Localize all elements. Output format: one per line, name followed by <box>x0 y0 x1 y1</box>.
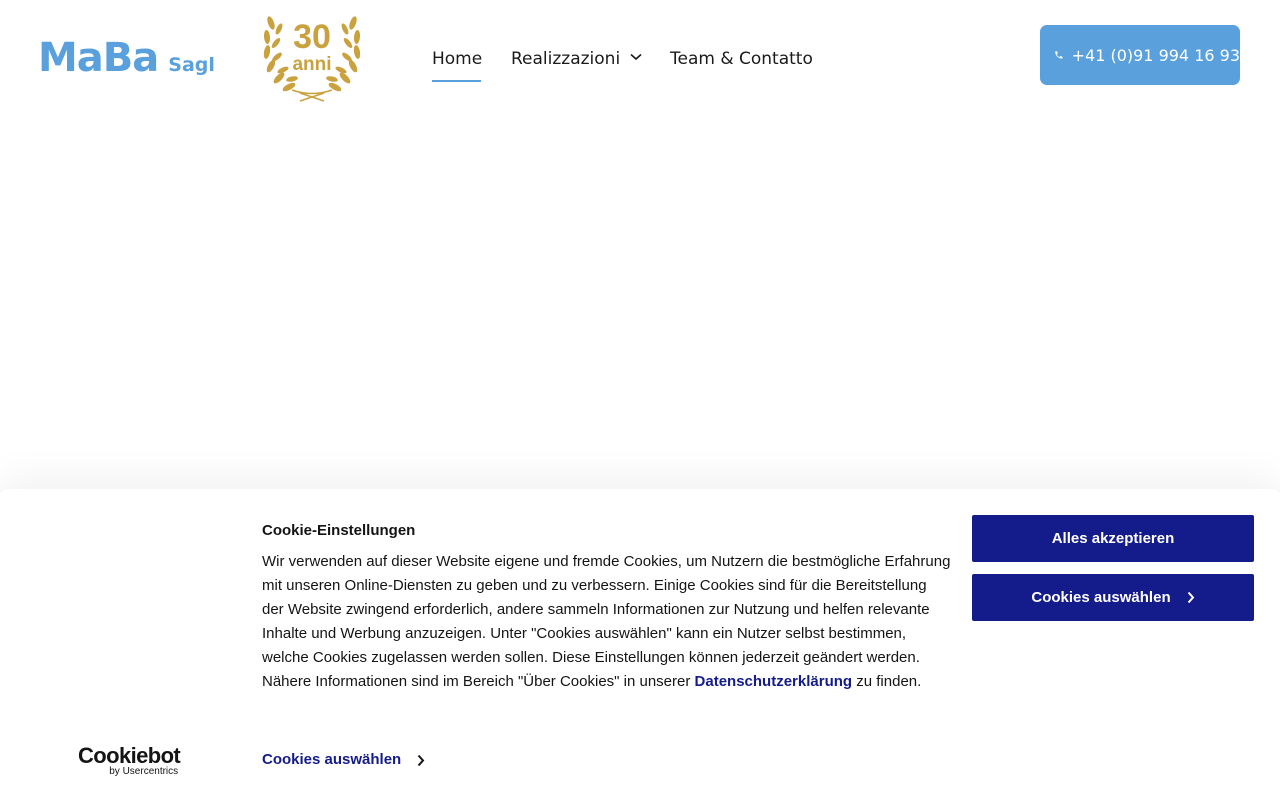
cookiebot-logo-subtext: by Usercentrics <box>109 766 179 777</box>
cookiebot-logo-text: Cookiebot <box>78 743 181 768</box>
phone-icon <box>1054 44 1064 66</box>
cookie-text-end: zu finden. <box>852 673 922 690</box>
select-cookies-label: Cookies auswählen <box>1031 589 1171 606</box>
phone-number: +41 (0)91 994 16 93 <box>1071 45 1240 65</box>
cookie-banner-title: Cookie-Einstellungen <box>262 522 416 539</box>
phone-button[interactable] <box>1040 25 1240 85</box>
nav-item-home[interactable] <box>432 46 511 82</box>
privacy-policy-link[interactable]: Datenschutzerklärung <box>694 673 853 690</box>
select-cookies-button[interactable] <box>972 574 1254 621</box>
main-nav <box>432 46 813 82</box>
nav-item-realizzazioni[interactable] <box>511 46 670 82</box>
cookiebot-logo <box>78 745 180 777</box>
nav-item-home-label: Home <box>432 49 483 69</box>
site-header <box>0 0 1280 120</box>
site-logo[interactable] <box>38 35 215 81</box>
chevron-down-icon <box>630 53 642 61</box>
customize-cookies-label: Cookies auswählen <box>262 751 402 768</box>
cookie-text-main: Wir verwenden auf dieser Website eigene und fremde Cookies, um Nutzern die bestmögliche Erfahrung mit unseren Online-Diensten zu geben und zu verbessern. Einige Cookies sind für die Bereitstellung der Website zwingend erforderlich, andere sammeln Informationen zur Nutzung und helfen relevante Inhalte und Werbung anzuzeigen. Unter "Cookies auswählen" kann ein Nutzer selbst bestimmen, welche Cookies zugelassen werden sollen. Diese Einstellungen können jederzeit geändert werden. Nähere Informationen sind im Bereich "Über Cookies" in unserer <box>262 553 951 690</box>
anniversary-number: 30 <box>293 18 331 56</box>
nav-item-team-label: Team & Contatto <box>670 49 813 69</box>
nav-item-realizzazioni-label: Realizzazioni <box>511 49 621 69</box>
nav-item-team-contatto[interactable] <box>670 46 813 82</box>
cookie-banner-text <box>262 550 952 694</box>
chevron-right-icon <box>417 754 425 767</box>
logo-main-text: MaBa <box>38 35 159 81</box>
anniversary-word: anni <box>292 54 332 75</box>
anniversary-badge <box>262 13 362 103</box>
accept-all-button[interactable]: Alles akzeptieren <box>972 515 1254 562</box>
customize-cookies-link[interactable] <box>262 750 425 770</box>
cookie-consent-banner <box>0 489 1280 800</box>
chevron-right-icon <box>1187 591 1195 604</box>
logo-sub-text: Sagl <box>168 54 215 76</box>
